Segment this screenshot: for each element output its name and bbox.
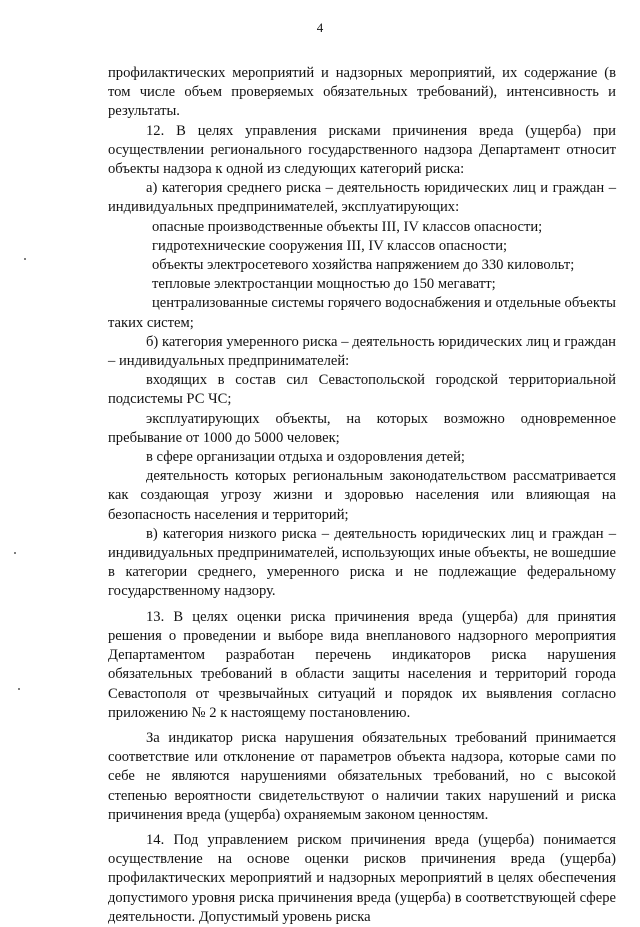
list-item: в сфере организации отдыха и оздоровления детей;	[146, 449, 465, 466]
scan-speck	[24, 258, 26, 260]
scan-speck	[14, 552, 16, 554]
list-item: централизованные системы горячего водоснабжения и отдельные объекты таких систем;	[108, 295, 616, 331]
paragraph-item-12: 12. В целях управления рисками причинения вреда (ущерба) при осуществлении регионального государственного надзора Департамент относит объекты надзора к одной из следующих категорий риска:	[108, 122, 616, 178]
page-number: 4	[316, 20, 324, 35]
paragraph-category-a: а) категория среднего риска – деятельность юридических лиц и граждан – индивидуальных предпринимателей, эксплуатирующих:	[108, 180, 616, 216]
paragraph-category-c: в) категория низкого риска – деятельность юридических лиц и граждан – индивидуальных предпринимателей, использующих иные объекты, не вошедшие в категории среднего, умеренного риска и не подлежащие федеральному государственному надзору.	[108, 525, 616, 600]
paragraph-category-b: б) категория умеренного риска – деятельность юридических лиц и граждан – индивидуальных предпринимателей:	[108, 333, 616, 370]
list-item: тепловые электростанции мощностью до 150 мегаватт;	[152, 276, 496, 293]
paragraph-item-13: 13. В целях оценки риска причинения вреда (ущерба) для принятия решения о проведении и выборе вида внепланового надзорного мероприятия Департаментом разработан перечень индикаторов риска нарушения обязательных требований в области защиты населения и территорий города Севастополя от чрезвычайных ситуаций и порядок их выявления согласно приложению № 2 к настоящему постановлению.	[108, 608, 616, 721]
document-body	[108, 64, 616, 927]
list-item: эксплуатирующих объекты, на которых возможно одновременное пребывание от 1000 до 5000 человек;	[108, 410, 616, 446]
scan-speck	[18, 688, 20, 690]
list-item: опасные производственные объекты III, IV классов опасности;	[152, 218, 543, 235]
list-item: деятельность которых региональным законодательством рассматривается как создающая угрозу жизни и здоровью населения или влияющая на безопасность населения и территорий;	[108, 468, 616, 523]
paragraph-risk-indicator: За индикатор риска нарушения обязательных требований принимается соответствие или отклонение от параметров объекта надзора, которые сами по себе не являются нарушениями обязательных требований, но с высокой степенью вероятности свидетельствуют о наличии таких нарушений и риска причинения вреда (ущерба) охраняемым законом ценностям.	[108, 729, 616, 823]
paragraph-continuation: профилактических мероприятий и надзорных мероприятий, их содержание (в том числе объем проверяемых обязательных требований), интенсивность и результаты.	[108, 65, 616, 120]
list-item: объекты электросетевого хозяйства напряжением до 330 киловольт;	[152, 257, 575, 274]
list-item: входящих в состав сил Севастопольской городской территориальной подсистемы РС ЧС;	[108, 372, 616, 408]
paragraph-item-14: 14. Под управлением риском причинения вреда (ущерба) понимается осуществление на основе оценки рисков причинения вреда (ущерба) профилактических мероприятий и надзорных мероприятий в целях обеспечения допустимого уровня риска причинения вреда (ущерба) в соответствующей сфере деятельности. Допустимый уровень риска	[108, 831, 616, 925]
list-item: гидротехнические сооружения III, IV классов опасности;	[152, 237, 508, 254]
